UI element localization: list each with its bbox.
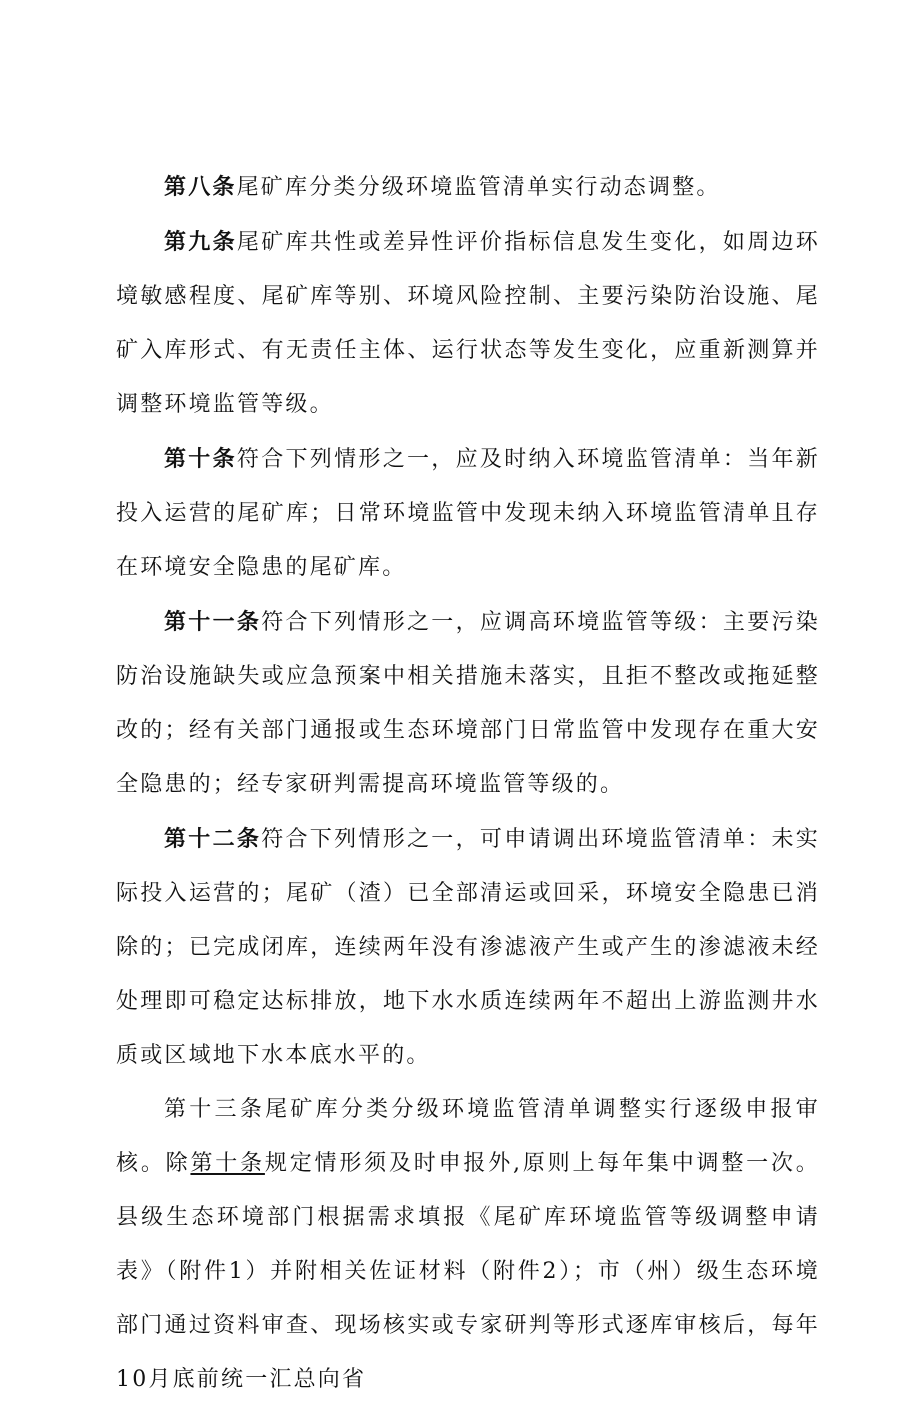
article-text: 尾矿库分类分级环境监管清单实行动态调整。 xyxy=(236,175,721,200)
article-text: 尾矿库共性或差异性评价指标信息发生变化，如周边环境敏感程度、尾矿库等别、环境风险控制、主要污染防治设施、尾矿入库形式、有无责任主体、运行状态等发生变化，应重新测算并调整环境监管等级。 xyxy=(116,230,820,417)
article-text: 符合下列情形之一，应调高环境监管等级：主要污染防治设施缺失或应急预案中相关措施未落实，且拒不整改或拖延整改的；经有关部门通报或生态环境部门日常监管中发现存在重大安全隐患的；经专家研判需提高环境监管等级的。 xyxy=(116,610,820,797)
document-page xyxy=(116,160,820,1407)
article-11 xyxy=(116,595,820,812)
article-text: 符合下列情形之一，应及时纳入环境监管清单：当年新投入运营的尾矿库；日常环境监管中发现未纳入环境监管清单且存在环境安全隐患的尾矿库。 xyxy=(116,447,820,580)
article-label: 第十二条 xyxy=(164,826,262,852)
article-8 xyxy=(116,160,820,215)
article-text-lead: 第十三条尾矿库分类分级环境监管清单调整实行逐级申报审核。除 xyxy=(116,1097,820,1176)
article-label: 第九条 xyxy=(164,229,237,255)
article-10 xyxy=(116,432,820,595)
article-text-rest: 规定情形须及时申报外,原则上每年集中调整一次。县级生态环境部门根据需求填报《尾矿库环境监管等级调整申请表》（附件1）并附相关佐证材料（附件2）；市（州）级生态环境部门通过资料审查、现场核实或专家研判等形式逐库审核后，每年10月底前统一汇总向省 xyxy=(116,1151,820,1392)
article-10-reference-link[interactable]: 第十条 xyxy=(190,1151,265,1176)
article-9 xyxy=(116,215,820,432)
article-13 xyxy=(116,1083,820,1407)
article-label: 第十一条 xyxy=(164,609,262,635)
article-text: 符合下列情形之一，可申请调出环境监管清单：未实际投入运营的；尾矿（渣）已全部清运或回采，环境安全隐患已消除的；已完成闭库，连续两年没有渗滤液产生或产生的渗滤液未经处理即可稳定达标排放，地下水水质连续两年不超出上游监测井水质或区域地下水本底水平的。 xyxy=(116,827,820,1068)
article-label: 第八条 xyxy=(164,174,237,200)
article-12 xyxy=(116,812,820,1083)
article-label: 第十条 xyxy=(164,446,237,472)
